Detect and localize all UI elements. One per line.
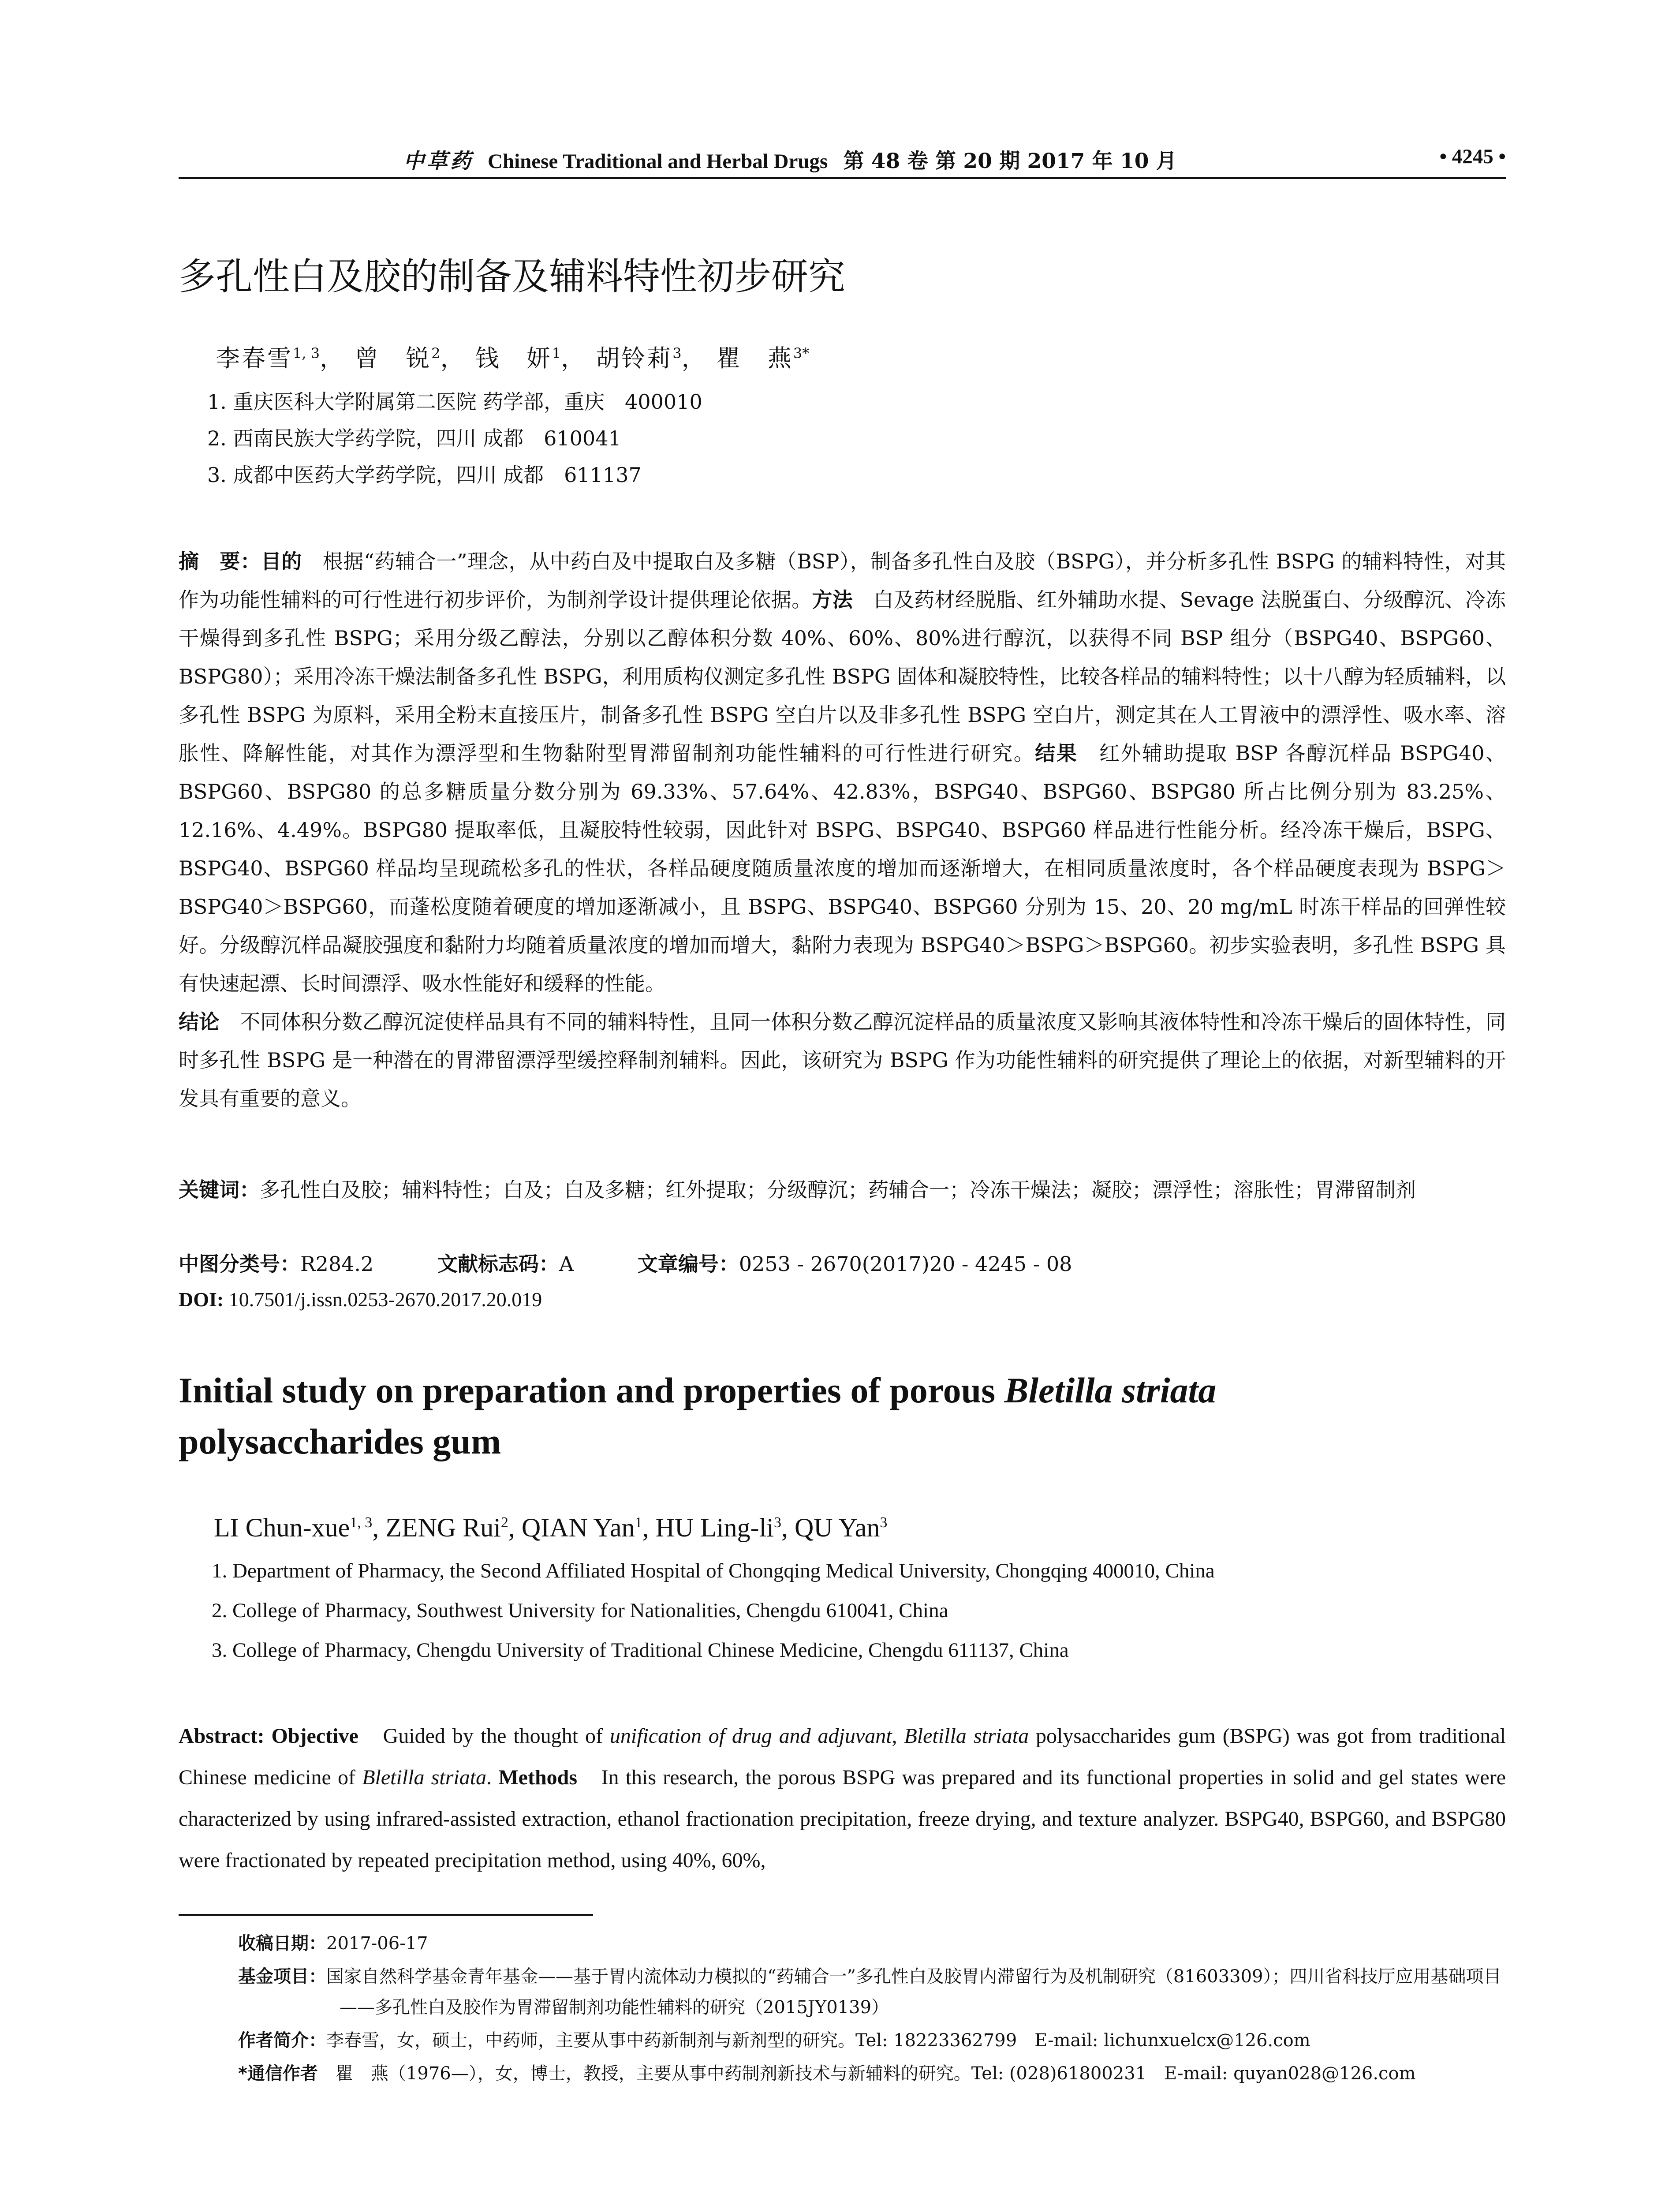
footnote-corresponding bbox=[238, 2058, 1506, 2089]
author-sup: 3 bbox=[672, 345, 682, 362]
footnote-fund bbox=[238, 1961, 1506, 2023]
classification-line bbox=[179, 1248, 1072, 1277]
affiliation-en-1: 1. Department of Pharmacy, the Second Affiliated Hospital of Chongqing Medical University, Chongqing 400010, China bbox=[212, 1559, 1215, 1582]
author-cn: 曾 锐 bbox=[355, 344, 432, 372]
fund-label: 基金项目： bbox=[238, 1966, 326, 1987]
running-header-center bbox=[403, 145, 1177, 174]
corresponding-label: *通信作者 bbox=[238, 2063, 318, 2084]
journal-name-en: Chinese Traditional and Herbal Drugs bbox=[488, 150, 828, 173]
author-sup: 3* bbox=[793, 345, 810, 362]
abstract-en-italic: Bletilla striata bbox=[362, 1766, 487, 1789]
article-no-label: 文章编号： bbox=[637, 1252, 739, 1276]
fund-text: 国家自然科学基金青年基金——基于胃内流体动力模拟的“药辅合一”多孔性白及胶胃内滞留行为及机制研究（81603309）；四川省科技厅应用基础项目——多孔性白及胶作为胃滞留制剂功能性辅料的研究（2015JY0139） bbox=[326, 1966, 1501, 2018]
affiliation-cn-2: 2. 西南民族大学药学院，四川 成都 610041 bbox=[207, 426, 621, 450]
affiliation-cn-3: 3. 成都中医药大学药学院，四川 成都 611137 bbox=[207, 463, 642, 487]
author-bio-text: 李春雪，女，硕士，中药师，主要从事中药新制剂与新剂型的研究。Tel: 18223362799 E-mail: lichunxuelcx@126.com bbox=[326, 2030, 1310, 2051]
issue-info: 第 48 卷 第 20 期 2017 年 10 月 bbox=[843, 149, 1177, 173]
authors-en: LI Chun-xue$^{1, 3}$, ZENG Rui$^2$, QIAN Yan$^1$, HU Ling-$li^3$, QU Yan$^3$ bbox=[214, 1513, 888, 1542]
affiliation-en-3: 3. College of Pharmacy, Chengdu University of Traditional Chinese Medicine, Chengdu 611137, China bbox=[212, 1639, 1069, 1662]
doc-code-value: A bbox=[559, 1252, 574, 1276]
abstract-cn bbox=[179, 542, 1506, 1118]
clc-value: R284.2 bbox=[300, 1252, 374, 1276]
author-cn: 钱 妍 bbox=[475, 344, 552, 372]
author-sup: 1 bbox=[635, 1514, 642, 1531]
author-sup: 2 bbox=[500, 1514, 508, 1531]
received-label: 收稿日期： bbox=[238, 1933, 326, 1954]
running-header bbox=[179, 140, 1506, 171]
author-en: QIAN Yan bbox=[521, 1513, 635, 1542]
doc-code-label: 文献标志码： bbox=[437, 1252, 559, 1276]
received-date: 2017-06-17 bbox=[326, 1933, 428, 1954]
author-en: LI Chun-xue bbox=[214, 1513, 350, 1542]
methods-text: 白及药材经脱脂、红外辅助水提、Sevage 法脱蛋白、分级醇沉、冷冻干燥得到多孔性 BSPG；采用分级乙醇法，分别以乙醇体积分数 40%、60%、80%进行醇沉，以获得不同 BSP 组分（BSPG40、BSPG60、BSPG80）；采用冷冻干燥法制备多孔性 BSPG，利用质构仪测定多孔性 BSPG 固体和凝胶特性，比较各样品的辅料特性；以十八醇为轻质辅料，以多孔性 BSPG 为原料，采用全粉末直接压片，制备多孔性 BSPG 空白片以及非多孔性 BSPG 空白片，测定其在人工胃液中的漂浮性、吸水率、溶胀性、降解性能，对其作为漂浮型和生物黏附型胃滞留制剂功能性辅料的可行性进行研究。 bbox=[179, 588, 1506, 765]
abstract-en-text: In this research, the porous BSPG was prepared and its functional properties in solid and gel states were characterized by using infrared-assisted extraction, ethanol fractionation precipitation, freeze drying, and texture analyzer. BSPG40, BSPG60, and BSPG80 were fractionated by repeated precipitation method, using 40%, 60%, bbox=[179, 1766, 1506, 1872]
author-cn: 李春雪 bbox=[216, 344, 293, 372]
abstract-en-text: , bbox=[892, 1724, 904, 1748]
doi-link[interactable]: 10.7501/j.issn.0253-2670.2017.20.019 bbox=[228, 1288, 542, 1311]
objective-label: 目的 bbox=[261, 549, 302, 573]
title-en bbox=[179, 1365, 1369, 1467]
authors-cn: 李春雪$^{1, 3}$， 曾 锐$^2$， 钱 妍$^1$， 胡铃莉$^3$， 瞿 燕$^{3*}$ bbox=[216, 344, 810, 372]
title-en-part1: Initial study on preparation and properties of porous bbox=[179, 1370, 1004, 1410]
methods-label: 方法 bbox=[812, 588, 853, 612]
journal-name-cn: 中草药 bbox=[403, 149, 474, 173]
title-cn: 多孔性白及胶的制备及辅料特性初步研究 bbox=[179, 255, 846, 298]
abstract-en-methods-label: Methods bbox=[498, 1766, 578, 1789]
page-number: • 4245 • bbox=[1439, 145, 1506, 168]
abstract-en bbox=[179, 1715, 1506, 1881]
title-en-italic: Bletilla striata bbox=[1004, 1370, 1217, 1410]
abstract-en-italic: Bletilla striata bbox=[904, 1724, 1029, 1748]
header-rule bbox=[179, 177, 1506, 179]
results-text: 红外辅助提取 BSP 各醇沉样品 BSPG40、BSPG60、BSPG80 的总多糖质量分数分别为 69.33%、57.64%、42.83%，BSPG40、BSPG60、BSPG80 所占比例分别为 83.25%、12.16%、4.49%。BSPG80 提取率低，且凝胶特性较弱，因此针对 BSPG、BSPG40、BSPG60 样品进行性能分析。经冷冻干燥后，BSPG、BSPG40、BSPG60 样品均呈现疏松多孔的性状，各样品硬度随质量浓度的增加而逐渐增大，在相同质量浓度时，各个样品硬度表现为 BSPG＞BSPG40＞BSPG60，而蓬松度随着硬度的增加逐渐减小，且 BSPG、BSPG40、BSPG60 分别为 15、20、20 mg/mL 时冻干样品的回弹性较好。分级醇沉样品凝胶强度和黏附力均随着质量浓度的增加而增大，黏附力表现为 BSPG40＞BSPG＞BSPG60。初步实验表明，多孔性 BSPG 具有快速起漂、长时间漂浮、吸水性能好和缓释的性能。 bbox=[179, 741, 1506, 995]
footnote-received bbox=[238, 1928, 1506, 1959]
conclusion-text: 不同体积分数乙醇沉淀使样品具有不同的辅料特性，且同一体积分数乙醇沉淀样品的质量浓度又影响其液体特性和冷冻干燥后的固体特性，同时多孔性 BSPG 是一种潜在的胃滞留漂浮型缓控释制剂辅料。因此，该研究为 BSPG 作为功能性辅料的研究提供了理论上的依据，对新型辅料的开发具有重要的意义。 bbox=[179, 1010, 1506, 1110]
affiliation-en-2: 2. College of Pharmacy, Southwest University for Nationalities, Chengdu 610041, China bbox=[212, 1599, 948, 1622]
author-sup: 1 bbox=[552, 345, 561, 362]
author-cn: 瞿 燕 bbox=[716, 344, 793, 372]
abstract-en-italic: unification of drug and adjuvant bbox=[609, 1724, 892, 1748]
conclusion-label: 结论 bbox=[179, 1010, 220, 1034]
author-sup: 3 bbox=[880, 1514, 888, 1531]
keywords-label: 关键词： bbox=[179, 1178, 260, 1202]
article-no-value: 0253 - 2670(2017)20 - 4245 - 08 bbox=[739, 1252, 1072, 1276]
footnote-rule bbox=[179, 1914, 593, 1916]
author-en: HU Ling-li bbox=[655, 1513, 774, 1542]
author-sup: 3 bbox=[773, 1514, 781, 1531]
abstract-en-text: . bbox=[486, 1766, 499, 1789]
author-sup: 1, 3 bbox=[350, 1514, 373, 1531]
abstract-en-text: polysaccharides gum (BSPG) was got from traditional Chinese medicine of bbox=[179, 1724, 1506, 1789]
author-bio-label: 作者简介： bbox=[238, 2030, 326, 2051]
keywords-cn bbox=[179, 1171, 1506, 1209]
abstract-en-label: Abstract: Objective bbox=[179, 1724, 358, 1748]
title-en-part2: polysaccharides gum bbox=[179, 1421, 501, 1461]
author-sup: 1, 3 bbox=[293, 345, 320, 362]
keywords-text: 多孔性白及胶；辅料特性；白及；白及多糖；红外提取；分级醇沉；药辅合一；冷冻干燥法；凝胶；漂浮性；溶胀性；胃滞留制剂 bbox=[260, 1178, 1416, 1202]
abstract-en-text: Guided by the thought of bbox=[358, 1724, 610, 1748]
author-sup: 2 bbox=[431, 345, 441, 362]
affiliation-cn-1: 1. 重庆医科大学附属第二医院 药学部，重庆 400010 bbox=[207, 390, 702, 414]
doi-label: DOI: bbox=[179, 1288, 224, 1311]
author-cn: 胡铃莉 bbox=[596, 344, 673, 372]
footnote-author bbox=[238, 2025, 1506, 2056]
doi-line bbox=[179, 1288, 542, 1311]
abstract-label: 摘 要： bbox=[179, 549, 261, 573]
objective-text: 根据“药辅合一”理念，从中药白及中提取白及多糖（BSP），制备多孔性白及胶（BSPG），并分析多孔性 BSPG 的辅料特性，对其作为功能性辅料的可行性进行初步评价，为制剂学设计提供理论依据。 bbox=[179, 549, 1506, 612]
author-en: ZENG Rui bbox=[385, 1513, 501, 1542]
corresponding-text: 瞿 燕（1976—），女，博士，教授，主要从事中药制剂新技术与新辅料的研究。Tel: (028)61800231 E-mail: quyan028@126.com bbox=[317, 2063, 1416, 2084]
clc-label: 中图分类号： bbox=[179, 1252, 300, 1276]
author-en: QU Yan bbox=[794, 1513, 880, 1542]
results-label: 结果 bbox=[1035, 741, 1078, 765]
